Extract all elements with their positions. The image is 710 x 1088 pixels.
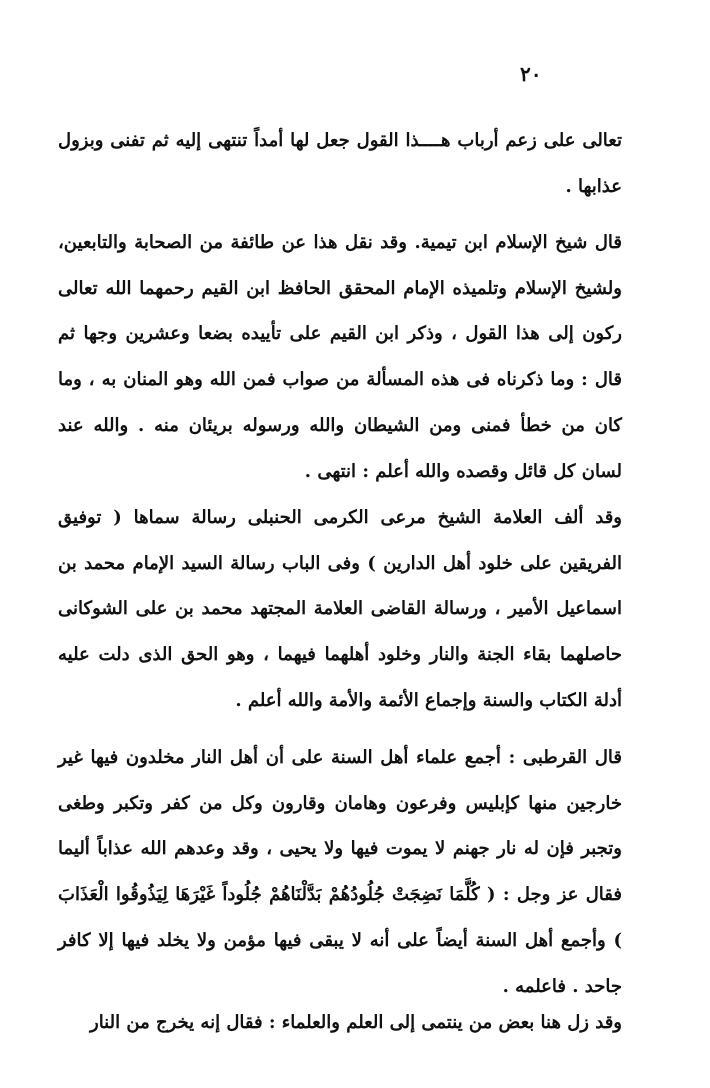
paragraph-2: قال شيخ الإسلام ابن تيمية. وقد نقل هذا عن طائفة من الصحابة والتابعين، ولشيخ الإسلام وتلميذه الإمام المحقق الحافظ ابن القيم رحمهما الله تعالى ركون إلى هذا القول ، وذكر ابن القيم على تأييده بضعا وعشرين وجها ثم قال : وما ذكرناه فى هذه المسألة من صواب فمن الله وهو المنان به ، وما كان من خطأ فمنى ومن الشيطان والله ورسوله بريئان منه . والله عند لسان كل قائل وقصده والله أعلم : انتهى .: [58, 232, 622, 482]
paragraph-1: تعالى على زعم أرباب هــــذا القول جعل لها أمداً تنتهى إليه ثم تفنى وبزول عذابها .: [58, 130, 622, 197]
paragraph-4: قال القرطبى : أجمع علماء أهل السنة على أن أهل النار مخلدون فيها غير خارجين منها كإبليس وفرعون وهامان وقارون وكل من كفر وتكبر وطغى وتجبر فإن له نار جهنم لا يموت فيها ولا يحيى ، وقد وعدهم الله عذاباً أليما فقال عز وجل : ( كُلَّمَا نَضِجَتْ جُلُودُهُمْ بَدَّلْنَاهُمْ جُلُوداً غَيْرَهَا لِيَذُوقُوا الْعَذَابَ ) وأجمع أهل السنة أيضاً على أنه لا يبقى فيها مؤمن ولا يخلد فيها إلا كافر جاحد . فاعلمه .: [58, 747, 622, 997]
paragraph-5: وقد زل هنا بعض من ينتمى إلى العلم والعلماء : فقال إنه يخرج من النار: [90, 1012, 622, 1033]
paragraph-3: وقد ألف العلامة الشيخ مرعى الكرمى الحنبلى رسالة سماها ( توفيق الفريقين على خلود أهل الدارين ) وفى الباب رسالة السيد الإمام محمد بن اسماعيل الأمير ، ورسالة القاضى العلامة المجتهد محمد بن على الشوكانى حاصلهما بقاء الجنة والنار وخلود أهلهما فيهما ، وهو الحق الذى دلت عليه أدلة الكتاب والسنة وإجماع الأئمة والأمة والله أعلم .: [58, 507, 622, 711]
page-number: ٢٠: [520, 62, 542, 86]
